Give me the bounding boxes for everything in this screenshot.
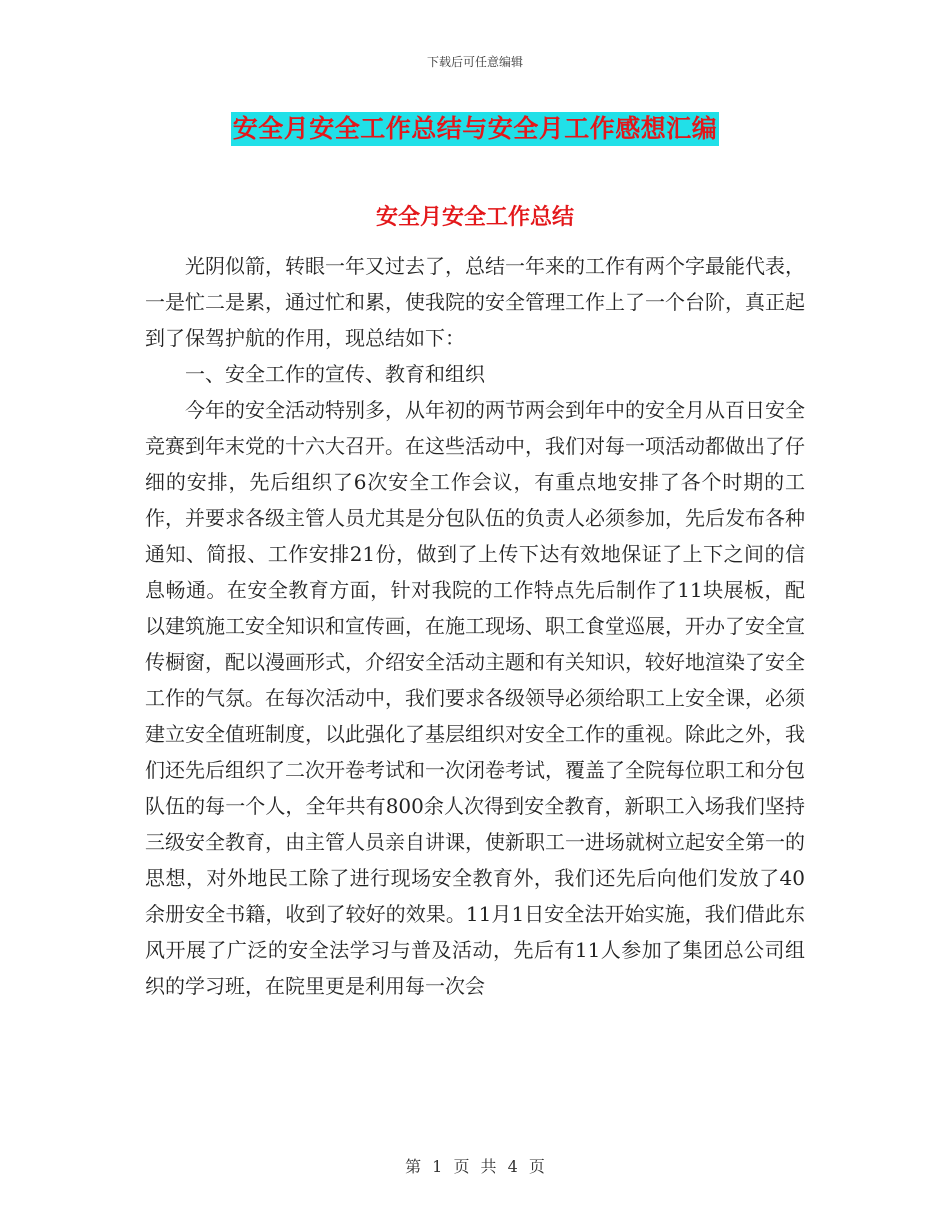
page-number: 第 1 页 共 4 页 (405, 1157, 545, 1176)
paragraph-heading-1: 一、安全工作的宣传、教育和组织 (185, 362, 485, 386)
paragraph-intro: 光阴似箭，转眼一年又过去了，总结一年来的工作有两个字最能代表，一是忙二是累，通过忙和累，使我院的安全管理工作上了一个台阶，真正起到了保驾护航的作用，现总结如下： (145, 254, 805, 350)
paragraph-main: 今年的安全活动特别多，从年初的两节两会到年中的安全月从百日安全竞赛到年末党的十六大召开。在这些活动中，我们对每一项活动都做出了仔细的安排，先后组织了6次安全工作会议，有重点地安排了各个时期的工作，并要求各级主管人员尤其是分包队伍的负责人必须参加，先后发布各种通知、简报、工作安排21份，做到了上传下达有效地保证了上下之间的信息畅通。在安全教育方面，针对我院的工作特点先后制作了11块展板，配以建筑施工安全知识和宣传画，在施工现场、职工食堂巡展，开办了安全宣传橱窗，配以漫画形式，介绍安全活动主题和有关知识，较好地渲染了安全工作的气氛。在每次活动中，我们要求各级领导必须给职工上安全课，必须建立安全值班制度，以此强化了基层组织对安全工作的重视。除此之外，我们还先后组织了二次开卷考试和一次闭卷考试，覆盖了全院每位职工和分包队伍的每一个人，全年共有800余人次得到安全教育，新职工入场我们坚持三级安全教育，由主管人员亲自讲课，使新职工一进场就树立起安全第一的思想，对外地民工除了进行现场安全教育外，我们还先后向他们发放了40余册安全书籍，收到了较好的效果。11月1日安全法开始实施，我们借此东风开展了广泛的安全法学习与普及活动，先后有11人参加了集团总公司组织的学习班，在院里更是利用每一次会 (145, 398, 805, 998)
section-title: 安全月安全工作总结 (375, 205, 574, 230)
document-body (145, 248, 805, 1004)
document-title-text: 安全月安全工作总结与安全月工作感想汇编 (231, 112, 720, 146)
document-title (0, 112, 950, 146)
header-note: 下载后可任意编辑 (426, 55, 523, 69)
